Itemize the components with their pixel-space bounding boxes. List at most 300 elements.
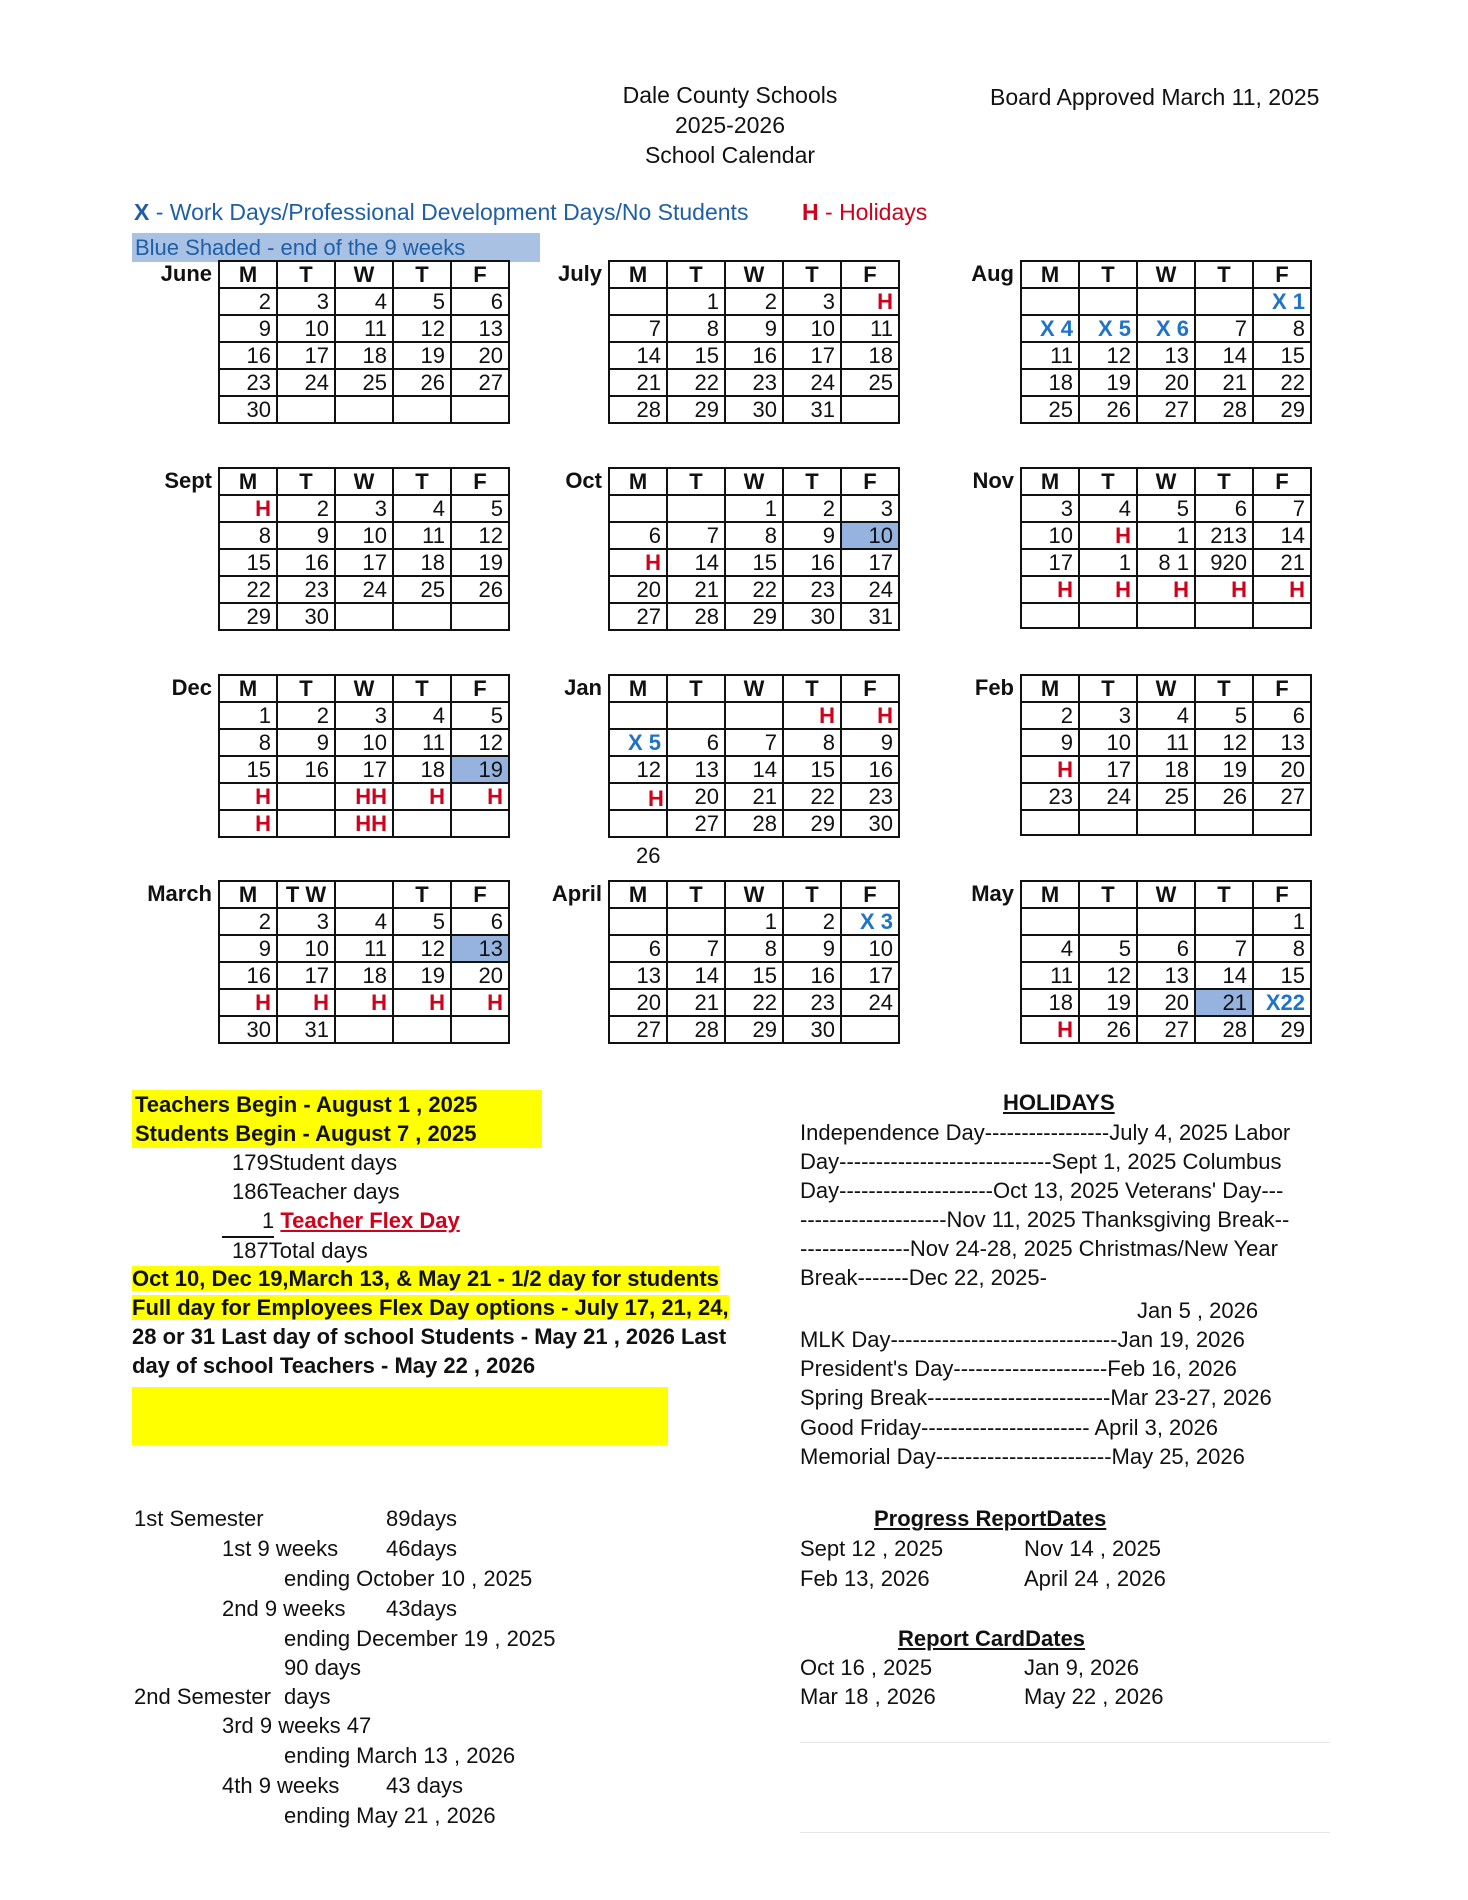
weekday-header: T [783, 881, 841, 908]
calendar-day-cell: 7 [725, 729, 783, 756]
calendar-day-cell: 22 [783, 783, 841, 810]
calendar-day-cell: 15 [1253, 342, 1311, 369]
calendar-day-cell: 22 [1253, 369, 1311, 396]
calendar-day-cell: 7 [667, 522, 725, 549]
weekday-header: F [451, 675, 509, 702]
weekday-header: T [393, 881, 451, 908]
quarter-3: 3rd 9 weeks 47 [222, 1713, 372, 1738]
weekday-header: W [725, 675, 783, 702]
calendar-day-cell: 3 [335, 702, 393, 729]
calendar-day-cell: 30 [783, 1016, 841, 1043]
legend-shaded: Blue Shaded - end of the 9 weeks [132, 233, 540, 262]
weekday-header: T [783, 261, 841, 288]
calendar-day-cell: 9 [277, 522, 335, 549]
calendar-day-cell: 26 [1079, 1016, 1137, 1043]
weekday-header: W [725, 468, 783, 495]
calendar-day-cell: 27 [451, 369, 509, 396]
calendar-day-cell: 14 [667, 549, 725, 576]
calendar-day-cell: 5 [393, 908, 451, 935]
calendar-day-cell: H [841, 288, 899, 315]
calendar-day-cell: 6 [609, 935, 667, 962]
weekday-header: W [1137, 261, 1195, 288]
calendar-day-cell: 21 [1195, 989, 1253, 1016]
flex-day [262, 1208, 460, 1234]
calendar-day-cell: 8 [219, 729, 277, 756]
progress-date: Feb 13, 2026 [800, 1566, 930, 1591]
calendar-day-cell: 22 [725, 576, 783, 603]
calendar-day-cell: 16 [725, 342, 783, 369]
calendar-day-cell: 5 [1195, 702, 1253, 729]
calendar-day-cell: 3 [335, 495, 393, 522]
weekday-header: T [393, 675, 451, 702]
calendar-day-cell: 18 [841, 342, 899, 369]
calendar-day-cell [725, 702, 783, 729]
calendar-day-cell [667, 702, 725, 729]
weekday-header: T [1079, 675, 1137, 702]
calendar-day-cell: 4 [1137, 702, 1195, 729]
calendar-day-cell: 29 [1253, 1016, 1311, 1043]
calendar-day-cell: 17 [841, 962, 899, 989]
calendar-aug [1020, 260, 1312, 424]
calendar-day-cell: 19 [393, 342, 451, 369]
calendar-day-cell: 10 [277, 935, 335, 962]
calendar-day-cell: 14 [1195, 342, 1253, 369]
calendar-day-cell: 29 [667, 396, 725, 423]
calendar-day-cell: 25 [1137, 783, 1195, 810]
calendar-day-cell [609, 908, 667, 935]
document-title [560, 80, 900, 170]
weekday-header: F [841, 468, 899, 495]
legend-work-days [134, 199, 748, 226]
calendar-day-cell: 13 [1253, 729, 1311, 756]
teacher-days [232, 1179, 400, 1205]
calendar-day-cell: 29 [725, 603, 783, 630]
calendar-day-cell: 29 [725, 1016, 783, 1043]
calendar-day-cell: 19 [1195, 756, 1253, 783]
calendar-day-cell: 5 [393, 288, 451, 315]
yellow-highlight-box [132, 1387, 668, 1445]
calendar-day-cell: 5 [451, 702, 509, 729]
calendar-day-cell: 20 [1253, 756, 1311, 783]
weekday-header: M [219, 261, 277, 288]
calendar-day-cell: 20 [451, 342, 509, 369]
calendar-day-cell: 6 [451, 288, 509, 315]
legend-x-text: - Work Days/Professional Development Days/No Students [149, 199, 749, 225]
calendar-day-cell: 1 [725, 495, 783, 522]
calendar-day-cell: 30 [783, 603, 841, 630]
calendar-day-cell: 8 1 [1137, 549, 1195, 576]
holiday-memorial: Memorial Day------------------------May 25, 2026 [800, 1444, 1245, 1469]
calendar-day-cell: 3 [277, 908, 335, 935]
notes-block [132, 1264, 792, 1380]
calendar-day-cell: 4 [335, 908, 393, 935]
calendar-day-cell [609, 495, 667, 522]
quarter-1: 1st 9 weeks [222, 1536, 339, 1561]
calendar-oct [608, 467, 900, 631]
semester-2-days-a: 90 days [284, 1655, 362, 1680]
calendar-day-cell: 31 [783, 396, 841, 423]
calendar-day-cell: H [609, 549, 667, 576]
calendar-day-cell: 17 [841, 549, 899, 576]
calendar-day-cell: 21 [1253, 549, 1311, 576]
calendar-day-cell: 25 [841, 369, 899, 396]
calendar-day-cell: 9 [783, 522, 841, 549]
calendar-day-cell: 23 [219, 369, 277, 396]
calendar-day-cell: 23 [783, 576, 841, 603]
calendar-day-cell: 9 [219, 935, 277, 962]
calendar-day-cell: 3 [1021, 495, 1079, 522]
weekday-header: W [1137, 675, 1195, 702]
title-line-1: Dale County Schools [622, 82, 838, 108]
calendar-day-cell [1195, 603, 1253, 628]
calendar-day-cell: H [1079, 576, 1137, 603]
weekday-header: T [667, 468, 725, 495]
weekday-header: M [609, 675, 667, 702]
calendar-day-cell [609, 288, 667, 315]
calendar-day-cell: 8 [725, 522, 783, 549]
calendar-day-cell: 12 [609, 756, 667, 783]
calendar-day-cell: 15 [219, 549, 277, 576]
weekday-header: F [451, 261, 509, 288]
calendar-day-cell: 30 [219, 396, 277, 423]
calendar-day-cell [609, 702, 667, 729]
calendar-day-cell: 2 [277, 702, 335, 729]
semester-1-days: 89days [386, 1506, 457, 1531]
calendar-day-cell: H [841, 702, 899, 729]
calendar-day-cell: 14 [667, 962, 725, 989]
calendar-day-cell: 15 [783, 756, 841, 783]
calendar-day-cell: 1 [1137, 522, 1195, 549]
quarter-4: 4th 9 weeks [222, 1773, 340, 1798]
calendar-day-cell: 30 [219, 1016, 277, 1043]
calendar-day-cell: 3 [1079, 702, 1137, 729]
calendar-day-cell: 20 [451, 962, 509, 989]
calendar-day-cell [451, 810, 509, 837]
calendar-day-cell: 8 [219, 522, 277, 549]
calendar-day-cell: 14 [1195, 962, 1253, 989]
month-label-july: July [557, 261, 602, 286]
calendar-day-cell: 13 [451, 315, 509, 342]
calendar-day-cell: X 4 [1021, 315, 1079, 342]
calendar-day-cell: 29 [219, 603, 277, 630]
total-days [232, 1238, 368, 1264]
calendar-day-cell: 16 [277, 549, 335, 576]
calendar-day-cell: 15 [725, 549, 783, 576]
weekday-header: W [725, 261, 783, 288]
calendar-day-cell: 23 [1021, 783, 1079, 810]
calendar-day-cell: 17 [335, 756, 393, 783]
calendar-day-cell: 13 [667, 756, 725, 783]
holidays-title: HOLIDAYS [1003, 1090, 1115, 1115]
flex-day-num: 1 [262, 1208, 275, 1233]
calendar-day-cell: 7 [667, 935, 725, 962]
halfday-note: Oct 10, Dec 19,March 13, & May 21 - 1/2 day for students [132, 1266, 719, 1291]
calendar-day-cell: 6 [1195, 495, 1253, 522]
calendar-day-cell: 15 [219, 756, 277, 783]
calendar-day-cell: 1 [1253, 908, 1311, 935]
weekday-header: F [451, 468, 509, 495]
calendar-day-cell [1079, 810, 1137, 835]
calendar-day-cell: 31 [277, 1016, 335, 1043]
calendar-day-cell: 18 [393, 549, 451, 576]
calendar-day-cell [1253, 810, 1311, 835]
calendar-day-cell: 14 [1253, 522, 1311, 549]
weekday-header: T W [277, 881, 335, 908]
calendar-day-cell: 10 [841, 522, 899, 549]
report-card-title: Report CardDates [898, 1626, 1086, 1651]
weekday-header: T [393, 468, 451, 495]
calendar-day-cell: 11 [393, 522, 451, 549]
quarter-2-end: ending December 19 , 2025 [284, 1626, 556, 1651]
calendar-day-cell: 23 [783, 989, 841, 1016]
calendar-day-cell [451, 396, 509, 423]
calendar-day-cell: 9 [219, 315, 277, 342]
quarter-2: 2nd 9 weeks [222, 1596, 346, 1621]
calendar-day-cell: 5 [1137, 495, 1195, 522]
calendar-day-cell: HH [335, 810, 393, 837]
calendar-day-cell: 27 [1137, 1016, 1195, 1043]
calendar-day-cell: 24 [335, 576, 393, 603]
calendar-day-cell: 16 [841, 756, 899, 783]
calendar-day-cell: H [335, 989, 393, 1016]
weekday-header: T [277, 261, 335, 288]
calendar-day-cell [335, 1016, 393, 1043]
weekday-header: T [667, 261, 725, 288]
calendar-day-cell: 27 [609, 1016, 667, 1043]
calendar-day-cell: 7 [1253, 495, 1311, 522]
holiday-line: --------------------Nov 11, 2025 Thanksgiving Break-- [800, 1207, 1290, 1232]
calendar-day-cell: H [1253, 576, 1311, 603]
calendar-day-cell: 8 [667, 315, 725, 342]
calendar-june [218, 260, 510, 424]
calendar-day-cell [1195, 810, 1253, 835]
calendar-day-cell [1079, 603, 1137, 628]
calendar-day-cell: H [451, 989, 509, 1016]
calendar-day-cell: H [277, 989, 335, 1016]
calendar-day-cell [335, 603, 393, 630]
holiday-jan5: Jan 5 , 2026 [1137, 1298, 1259, 1323]
divider [800, 1742, 1330, 1743]
calendar-day-cell: 10 [277, 315, 335, 342]
calendar-day-cell: H [393, 783, 451, 810]
month-label-nov: Nov [972, 468, 1014, 493]
calendar-day-cell: 20 [1137, 989, 1195, 1016]
calendar-day-cell: 4 [393, 702, 451, 729]
calendar-day-cell: 7 [1195, 315, 1253, 342]
teacher-days-label: Teacher days [268, 1179, 400, 1204]
calendar-day-cell: H [1079, 522, 1137, 549]
calendar-day-cell: 29 [1253, 396, 1311, 423]
weekday-header: T [783, 468, 841, 495]
calendar-day-cell: 8 [1253, 315, 1311, 342]
last-day-note-2: day of school Teachers - May 22 , 2026 [132, 1353, 536, 1378]
calendar-day-cell: 27 [1137, 396, 1195, 423]
teacher-days-num: 186 [232, 1179, 269, 1204]
quarter-1-days: 46days [386, 1536, 457, 1561]
calendar-day-cell: 15 [667, 342, 725, 369]
calendar-day-cell [1021, 810, 1079, 835]
semester-2-days-b: days [284, 1684, 331, 1709]
calendar-day-cell [1137, 810, 1195, 835]
calendar-day-cell: 23 [725, 369, 783, 396]
calendar-dec [218, 674, 510, 838]
weekday-header: F [1253, 468, 1311, 495]
calendar-day-cell: 10 [1079, 729, 1137, 756]
calendar-day-cell: H [1195, 576, 1253, 603]
weekday-header: M [609, 261, 667, 288]
calendar-may [1020, 880, 1312, 1044]
calendar-day-cell: 1 [725, 908, 783, 935]
calendar-day-cell: 22 [219, 576, 277, 603]
calendar-day-cell [1021, 908, 1079, 935]
month-label-sept: Sept [164, 468, 212, 493]
calendar-march [218, 880, 510, 1044]
calendar-day-cell: 13 [1137, 342, 1195, 369]
weekday-header: W [335, 261, 393, 288]
holiday-line: Break-------Dec 22, 2025- [800, 1265, 1047, 1290]
calendar-day-cell: 16 [219, 962, 277, 989]
calendar-day-cell: 7 [609, 315, 667, 342]
weekday-header: T [667, 881, 725, 908]
calendar-day-cell: 22 [725, 989, 783, 1016]
calendar-day-cell: 18 [1137, 756, 1195, 783]
calendar-day-cell: 17 [1079, 756, 1137, 783]
calendar-day-cell [667, 495, 725, 522]
student-days [232, 1150, 397, 1176]
calendar-day-cell: 5 [1079, 935, 1137, 962]
calendar-day-cell: 20 [609, 989, 667, 1016]
title-line-3: School Calendar [644, 142, 816, 168]
student-days-num: 179 [232, 1150, 269, 1175]
calendar-day-cell [609, 810, 667, 837]
weekday-header: T [1195, 881, 1253, 908]
calendar-day-cell: 25 [1021, 396, 1079, 423]
month-label-dec: Dec [171, 675, 212, 700]
holiday-presidents: President's Day---------------------Feb 16, 2026 [800, 1356, 1237, 1381]
calendar-july [608, 260, 900, 424]
calendar-day-cell: 2 [219, 288, 277, 315]
calendar-day-cell: 3 [277, 288, 335, 315]
legend-h-text: - Holidays [818, 199, 928, 225]
calendar-day-cell: 9 [1021, 729, 1079, 756]
calendar-day-cell: 1 [667, 288, 725, 315]
calendar-day-cell: 11 [393, 729, 451, 756]
calendar-day-cell: H [1021, 756, 1079, 783]
divider [800, 1832, 1330, 1833]
month-label-may: May [971, 881, 1014, 906]
calendar-day-cell: 15 [1253, 962, 1311, 989]
calendar-day-cell: X 5 [609, 729, 667, 756]
calendar-day-cell: 12 [1079, 962, 1137, 989]
calendar-day-cell [277, 783, 335, 810]
legend-x-code: X [134, 199, 150, 225]
report-card-date: Oct 16 , 2025 [800, 1655, 933, 1680]
calendar-day-cell: HH [335, 783, 393, 810]
calendar-day-cell: 6 [1137, 935, 1195, 962]
quarter-1-end: ending October 10 , 2025 [284, 1566, 533, 1591]
calendar-day-cell: H [1021, 1016, 1079, 1043]
teachers-begin: Teachers Begin - August 1 , 2025 [135, 1092, 478, 1117]
calendar-day-cell: 27 [1253, 783, 1311, 810]
calendar-day-cell: 13 [609, 962, 667, 989]
calendar-day-cell: 6 [609, 522, 667, 549]
calendar-day-cell: 6 [1253, 702, 1311, 729]
calendar-day-cell: X 6 [1137, 315, 1195, 342]
calendar-day-cell: 2 [1021, 702, 1079, 729]
calendar-day-cell: 8 [783, 729, 841, 756]
calendar-day-cell: 18 [1021, 989, 1079, 1016]
calendar-day-cell: 26 [1195, 783, 1253, 810]
board-approved: Board Approved March 11, 2025 [990, 84, 1320, 110]
calendar-day-cell: 19 [451, 756, 509, 783]
weekday-header: T [1195, 675, 1253, 702]
calendar-day-cell: H [393, 989, 451, 1016]
calendar-day-cell: 13 [451, 935, 509, 962]
calendar-day-cell: 213 [1195, 522, 1253, 549]
calendar-day-cell: 14 [609, 342, 667, 369]
calendar-day-cell [667, 908, 725, 935]
calendar-day-cell: 9 [725, 315, 783, 342]
holiday-line: Day---------------------Oct 13, 2025 Veterans' Day--- [800, 1178, 1284, 1203]
calendar-day-cell: 19 [1079, 369, 1137, 396]
calendar-day-cell: H [219, 495, 277, 522]
begin-dates [132, 1090, 542, 1148]
calendar-day-cell: 15 [725, 962, 783, 989]
calendar-day-cell: 11 [335, 315, 393, 342]
calendar-day-cell: 23 [277, 576, 335, 603]
month-label-oct: Oct [565, 468, 602, 493]
quarter-4-end: ending May 21 , 2026 [284, 1803, 496, 1828]
calendar-day-cell: 18 [335, 342, 393, 369]
calendar-day-cell: 22 [667, 369, 725, 396]
month-label-june: June [160, 261, 212, 286]
calendar-day-cell: 12 [451, 729, 509, 756]
calendar-day-cell: 30 [725, 396, 783, 423]
weekday-header: T [1079, 881, 1137, 908]
calendar-day-cell: H [1021, 576, 1079, 603]
weekday-header: M [609, 881, 667, 908]
weekday-header: M [219, 881, 277, 908]
month-label-jan: Jan [564, 675, 602, 700]
calendar-day-cell: 17 [335, 549, 393, 576]
calendar-day-cell: 26 [451, 576, 509, 603]
weekday-header: M [609, 468, 667, 495]
weekday-header: W [335, 675, 393, 702]
progress-date: April 24 , 2026 [1024, 1566, 1166, 1591]
calendar-day-cell: 17 [783, 342, 841, 369]
calendar-day-cell: H [219, 783, 277, 810]
progress-date: Nov 14 , 2025 [1024, 1536, 1161, 1561]
calendar-feb [1020, 674, 1312, 836]
calendar-day-cell: 25 [393, 576, 451, 603]
calendar-day-cell: 21 [1195, 369, 1253, 396]
student-days-label: Student days [268, 1150, 398, 1175]
calendar-day-cell: 21 [725, 783, 783, 810]
calendar-nov [1020, 467, 1312, 629]
report-card-date: Mar 18 , 2026 [800, 1684, 936, 1709]
weekday-header: T [277, 675, 335, 702]
calendar-day-cell: 24 [277, 369, 335, 396]
calendar-day-cell: 9 [277, 729, 335, 756]
calendar-day-cell: 16 [219, 342, 277, 369]
month-label-march: March [147, 881, 212, 906]
legend-h-code: H [802, 199, 819, 225]
progress-report-title: Progress ReportDates [874, 1506, 1107, 1531]
calendar-day-cell: 14 [725, 756, 783, 783]
calendar-day-cell [335, 396, 393, 423]
weekday-header: T [277, 468, 335, 495]
calendar-day-cell: 16 [783, 962, 841, 989]
